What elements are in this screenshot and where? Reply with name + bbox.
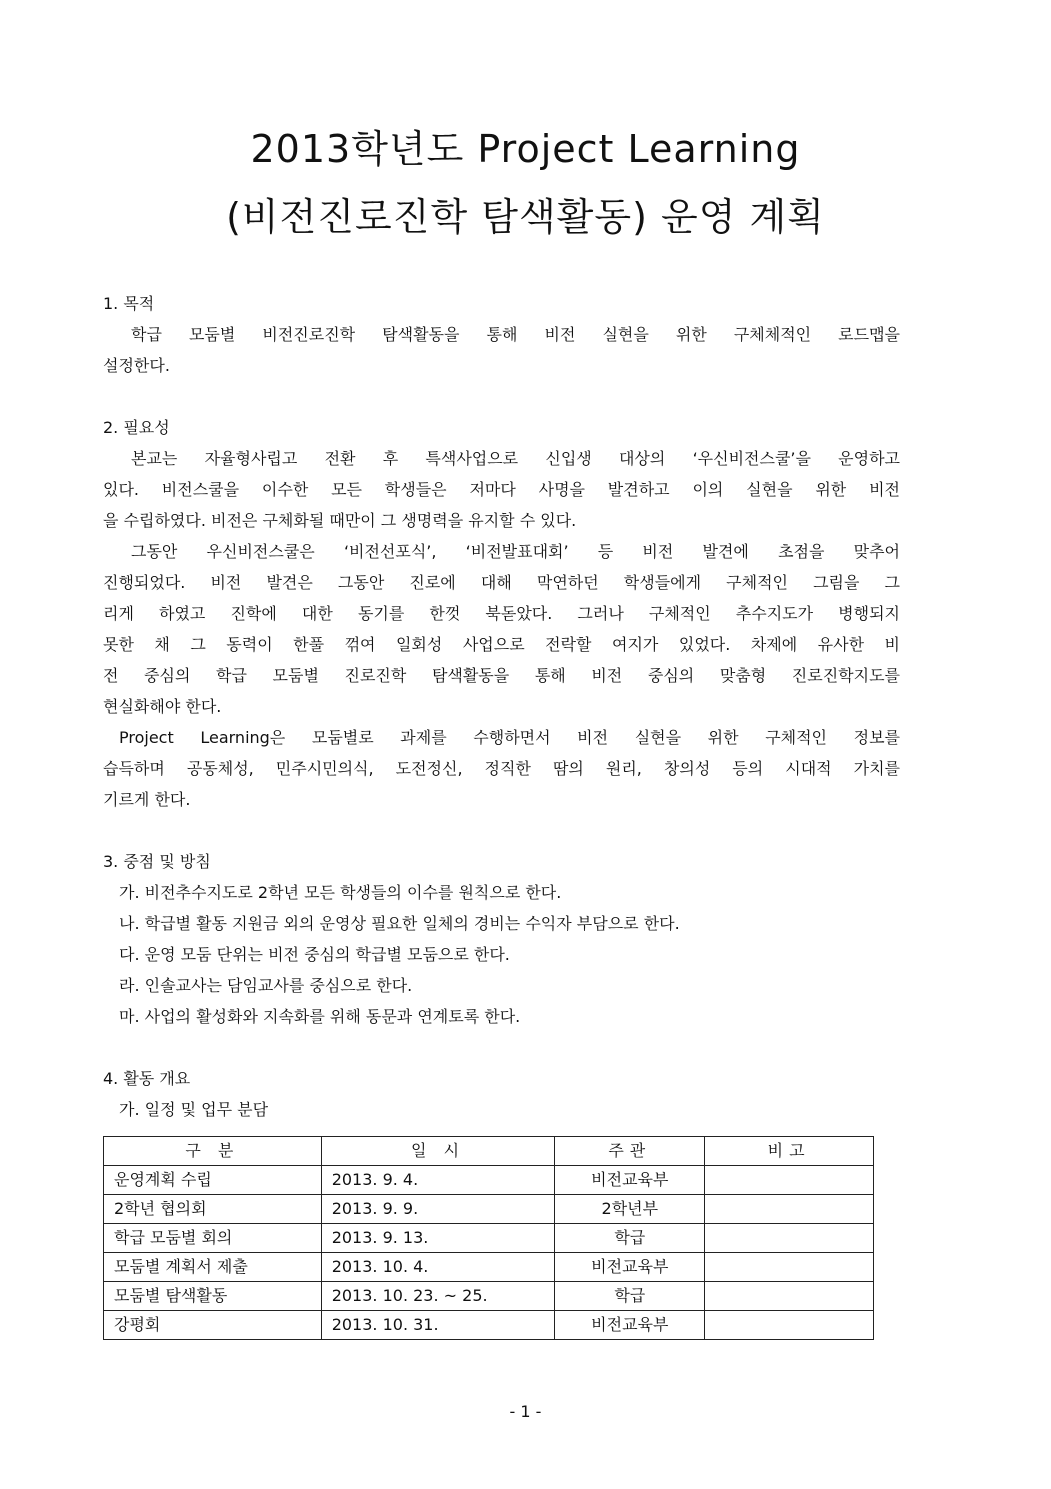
table-cell: 비전교육부 <box>555 1166 705 1195</box>
list-item: 나. 학급별 활동 지원금 외의 운영상 필요한 일체의 경비는 수익자 부담으로 한다. <box>119 914 680 933</box>
table-cell: 2학년 협의회 <box>104 1195 322 1224</box>
table-row <box>104 1253 874 1282</box>
paragraph-line: 있다. 비전스쿨을 이수한 모든 학생들은 저마다 사명을 발견하고 이의 실현을 위한 비전 <box>103 480 900 499</box>
table-cell <box>705 1253 874 1282</box>
table-cell: 2013. 10. 31. <box>321 1311 555 1340</box>
paragraph-line: 리게 하였고 진학에 대한 동기를 한껏 북돋았다. 그러나 구체적인 추수지도가 병행되지 <box>103 604 900 623</box>
paragraph-line: 학급 모둠별 비전진로진학 탐색활동을 통해 비전 실현을 위한 구체체적인 로드맵을 <box>131 325 900 344</box>
table-row <box>104 1311 874 1340</box>
paragraph-line: 못한 채 그 동력이 한풀 꺾여 일회성 사업으로 전락할 여지가 있었다. 차제에 유사한 비 <box>103 635 900 654</box>
table-cell <box>705 1166 874 1195</box>
section-4-subheading: 가. 일정 및 업무 분담 <box>119 1100 269 1119</box>
paragraph-line: 설정한다. <box>103 356 170 375</box>
section-2-heading: 2. 필요성 <box>103 418 170 437</box>
table-cell <box>705 1282 874 1311</box>
document-body <box>103 288 900 1125</box>
table-cell: 강평회 <box>104 1311 322 1340</box>
paragraph-line: 습득하며 공동체성, 민주시민의식, 도전정신, 정직한 땀의 원리, 창의성 등의 시대적 가치를 <box>103 759 900 778</box>
table-cell <box>705 1311 874 1340</box>
section-3-heading: 3. 중점 및 방침 <box>103 852 211 871</box>
table-header-row <box>104 1137 874 1166</box>
table-cell <box>705 1195 874 1224</box>
column-header: 주관 <box>555 1137 705 1166</box>
table-cell: 비전교육부 <box>555 1311 705 1340</box>
table-cell: 2학년부 <box>555 1195 705 1224</box>
table-cell: 2013. 10. 23. ~ 25. <box>321 1282 555 1311</box>
table-cell: 2013. 9. 4. <box>321 1166 555 1195</box>
list-item: 가. 비전추수지도로 2학년 모든 학생들의 이수를 원칙으로 한다. <box>119 883 562 902</box>
paragraph-line: Project Learning은 모둠별로 과제를 수행하면서 비전 실현을 위한 구체적인 정보를 <box>119 728 900 747</box>
table-row <box>104 1282 874 1311</box>
table-cell: 운영계획 수립 <box>104 1166 322 1195</box>
table-cell: 학급 <box>555 1282 705 1311</box>
page-number: - 1 - <box>509 1402 542 1421</box>
schedule-table <box>103 1136 874 1340</box>
table-row <box>104 1166 874 1195</box>
table-cell <box>705 1224 874 1253</box>
list-item: 라. 인솔교사는 담임교사를 중심으로 한다. <box>119 976 413 995</box>
paragraph-line: 현실화해야 한다. <box>103 697 222 716</box>
column-header: 일 시 <box>321 1137 555 1166</box>
paragraph-line: 을 수립하였다. 비전은 구체화될 때만이 그 생명력을 유지할 수 있다. <box>103 511 577 530</box>
table-cell: 2013. 9. 9. <box>321 1195 555 1224</box>
table-cell: 2013. 9. 13. <box>321 1224 555 1253</box>
list-item: 마. 사업의 활성화와 지속화를 위해 동문과 연계토록 한다. <box>119 1007 521 1026</box>
table-row <box>104 1224 874 1253</box>
document-title-line1: 2013학년도 Project Learning <box>250 127 801 171</box>
table-cell: 학급 모둠별 회의 <box>104 1224 322 1253</box>
paragraph-line: 전 중심의 학급 모둠별 진로진학 탐색활동을 통해 비전 중심의 맞춤형 진로진학지도를 <box>103 666 900 685</box>
table-row <box>104 1195 874 1224</box>
section-4-heading: 4. 활동 개요 <box>103 1069 191 1088</box>
table-cell: 2013. 10. 4. <box>321 1253 555 1282</box>
list-item: 다. 운영 모둠 단위는 비전 중심의 학급별 모둠으로 한다. <box>119 945 510 964</box>
paragraph-line: 진행되었다. 비전 발견은 그동안 진로에 대해 막연하던 학생들에게 구체적인 그림을 그 <box>103 573 900 592</box>
table-cell: 비전교육부 <box>555 1253 705 1282</box>
column-header: 구 분 <box>104 1137 322 1166</box>
document-title-line2: (비전진로진학 탐색활동) 운영 계획 <box>226 195 825 239</box>
section-1-heading: 1. 목적 <box>103 294 155 313</box>
table-cell: 학급 <box>555 1224 705 1253</box>
table-cell: 모둠별 탐색활동 <box>104 1282 322 1311</box>
paragraph-line: 본교는 자율형사립고 전환 후 특색사업으로 신입생 대상의 ‘우신비전스쿨’을 운영하고 <box>131 449 900 468</box>
paragraph-line: 기르게 한다. <box>103 790 191 809</box>
column-header: 비고 <box>705 1137 874 1166</box>
paragraph-line: 그동안 우신비전스쿨은 ‘비전선포식’, ‘비전발표대회’ 등 비전 발견에 초점을 맞추어 <box>131 542 900 561</box>
table-cell: 모둠별 계획서 제출 <box>104 1253 322 1282</box>
